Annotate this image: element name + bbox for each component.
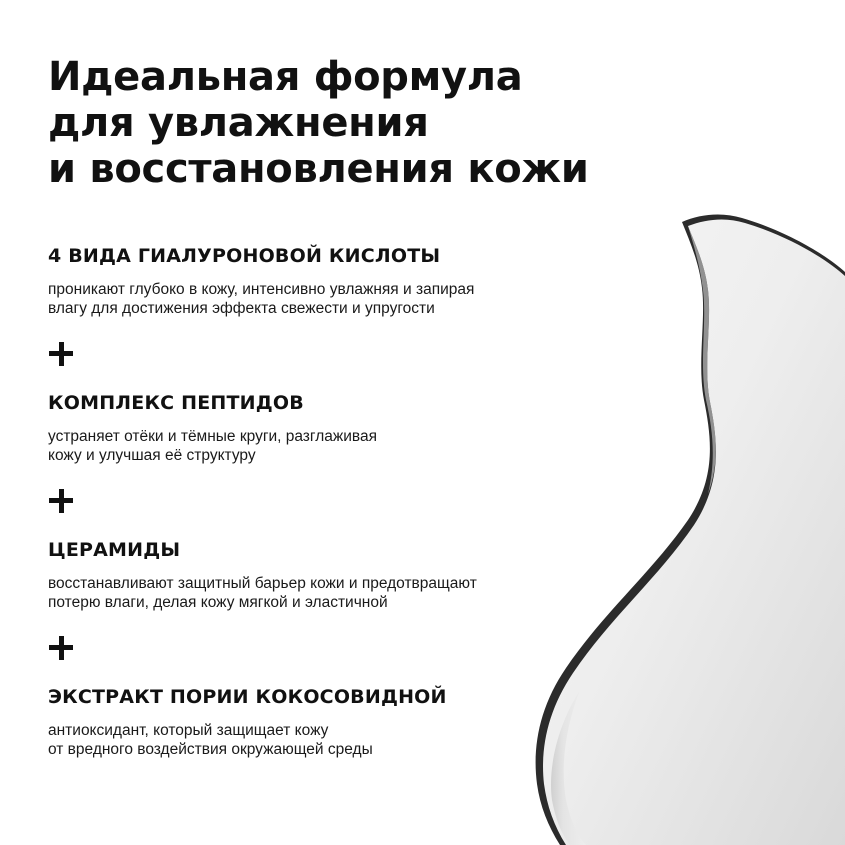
ingredient-coconut-poria-extract xyxy=(48,685,608,759)
ingredient-title: КОМПЛЕКС ПЕПТИДОВ xyxy=(48,392,304,414)
ingredient-description-line: потерю влаги, делая кожу мягкой и эластичной xyxy=(48,594,388,611)
ingredient-description-line: восстанавливают защитный барьер кожи и предотвращают xyxy=(48,575,477,592)
ingredient-description-line: устраняет отёки и тёмные круги, разглаживая xyxy=(48,428,377,445)
ingredient-description-line: от вредного воздействия окружающей среды xyxy=(48,741,373,758)
ingredient-description xyxy=(48,280,608,318)
ingredient-ceramides xyxy=(48,538,608,612)
headline-line-2: для увлажнения xyxy=(48,100,429,146)
ingredient-title: ЭКСТРАКТ ПОРИИ КОКОСОВИДНОЙ xyxy=(48,686,447,708)
ingredient-title: 4 ВИДА ГИАЛУРОНОВОЙ КИСЛОТЫ xyxy=(48,245,441,267)
ingredient-peptides xyxy=(48,391,608,465)
plus-icon xyxy=(49,636,73,660)
ingredient-description-line: проникают глубоко в кожу, интенсивно увлажняя и запирая xyxy=(48,281,475,298)
plus-icon xyxy=(49,342,73,366)
ingredient-description xyxy=(48,721,608,759)
headline xyxy=(48,54,688,192)
ingredient-description-line: кожу и улучшая её структуру xyxy=(48,447,256,464)
headline-line-3: и восстановления кожи xyxy=(48,146,589,192)
ingredient-description xyxy=(48,427,608,465)
ingredient-description-line: антиоксидант, который защищает кожу xyxy=(48,722,329,739)
ingredient-description-line: влагу для достижения эффекта свежести и упругости xyxy=(48,300,435,317)
ingredient-hyaluronic xyxy=(48,244,608,318)
ingredient-description xyxy=(48,574,608,612)
headline-line-1: Идеальная формула xyxy=(48,54,523,100)
plus-icon xyxy=(49,489,73,513)
ingredient-title: ЦЕРАМИДЫ xyxy=(48,539,181,561)
